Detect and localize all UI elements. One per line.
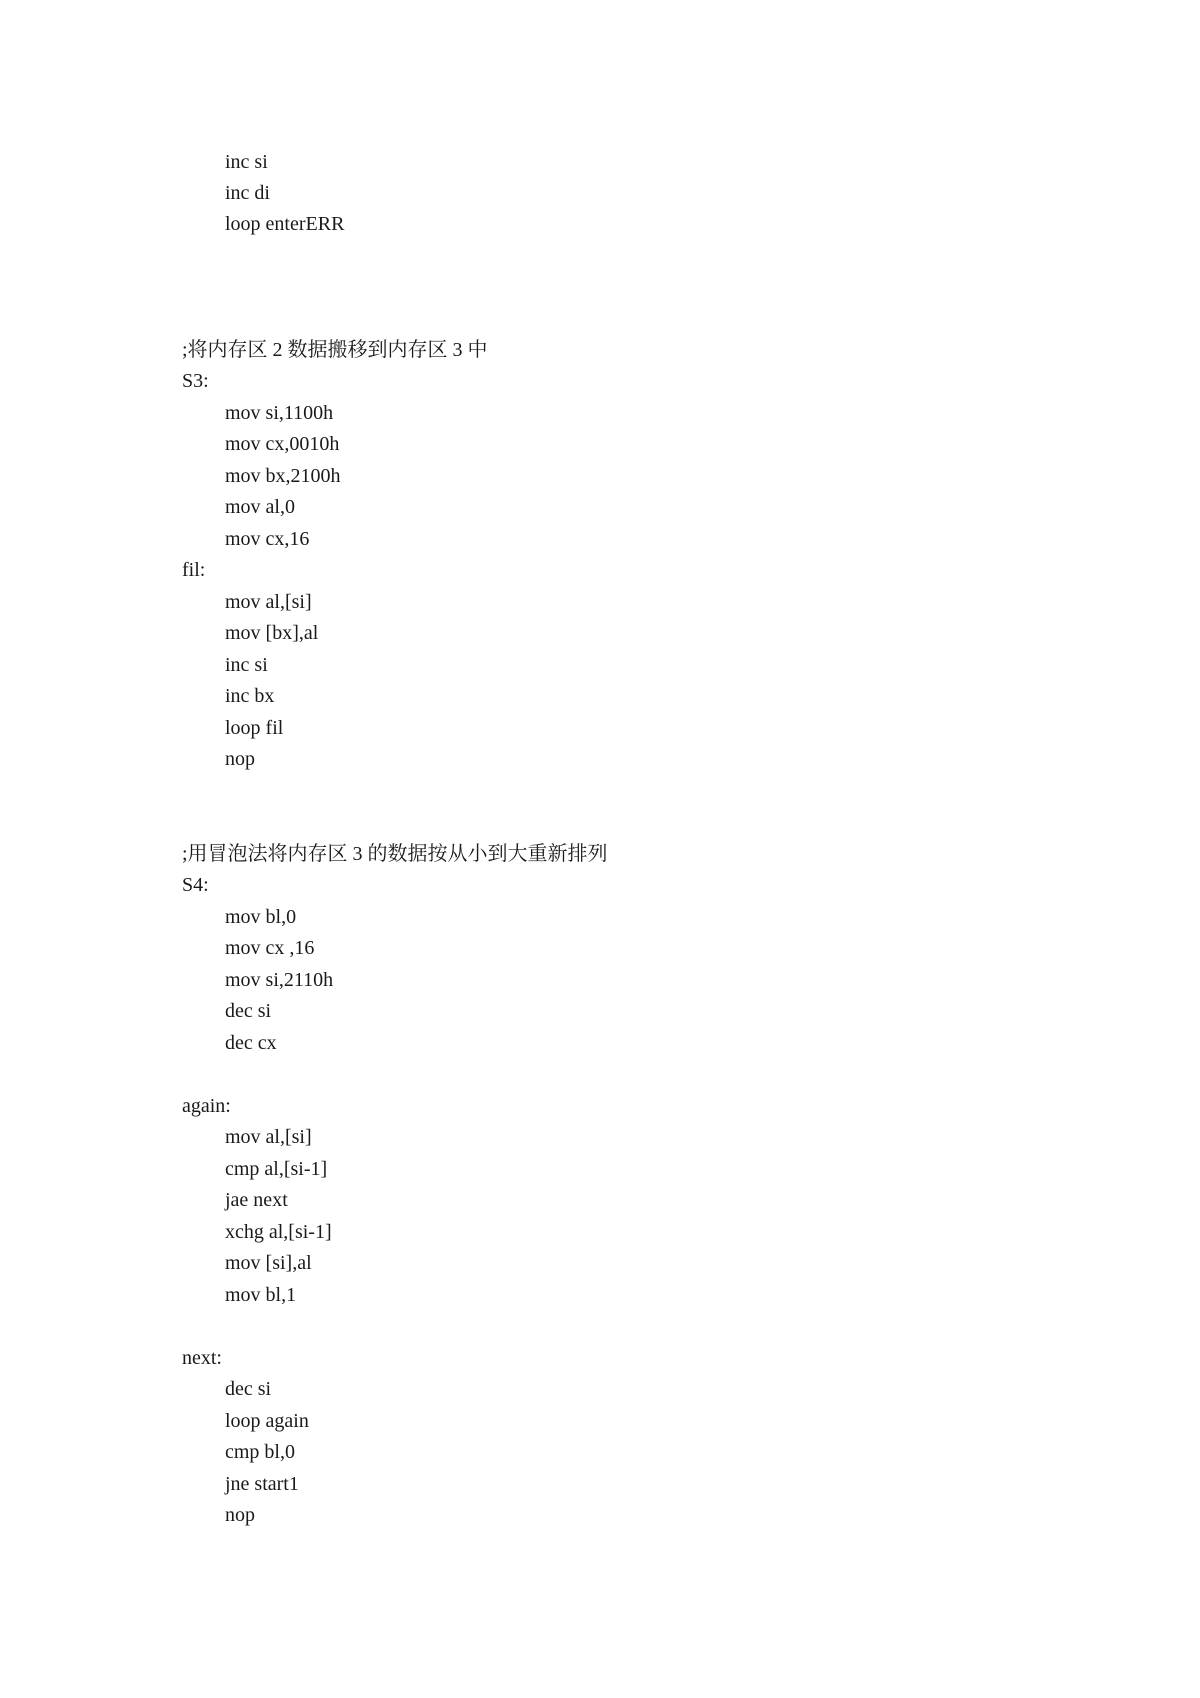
label-s3: S3: bbox=[182, 370, 209, 392]
label-again: again: bbox=[182, 1095, 231, 1117]
code-line: mov cx ,16 bbox=[225, 937, 315, 959]
code-line: jae next bbox=[225, 1189, 288, 1211]
code-line: inc di bbox=[225, 182, 270, 204]
code-line: inc bx bbox=[225, 685, 275, 707]
comment-line: ;将内存区 2 数据搬移到内存区 3 中 bbox=[182, 339, 488, 361]
code-line: mov si,2110h bbox=[225, 969, 334, 991]
label-s4: S4: bbox=[182, 874, 209, 896]
code-line: mov bl,1 bbox=[225, 1284, 297, 1306]
code-line: inc si bbox=[225, 654, 268, 676]
code-line: nop bbox=[225, 1504, 255, 1526]
code-line: mov al,[si] bbox=[225, 591, 312, 613]
code-line: mov si,1100h bbox=[225, 402, 334, 424]
code-line: cmp al,[si-1] bbox=[225, 1158, 328, 1180]
label-next: next: bbox=[182, 1347, 222, 1369]
code-line: cmp bl,0 bbox=[225, 1441, 295, 1463]
code-line: dec si bbox=[225, 1378, 272, 1400]
code-line: inc si bbox=[225, 151, 268, 173]
code-line: mov al,[si] bbox=[225, 1126, 312, 1148]
code-line: nop bbox=[225, 748, 255, 770]
code-line: loop fil bbox=[225, 717, 284, 739]
code-line: dec cx bbox=[225, 1032, 277, 1054]
comment-line: ;用冒泡法将内存区 3 的数据按从小到大重新排列 bbox=[182, 843, 608, 865]
code-line: mov [bx],al bbox=[225, 622, 319, 644]
code-line: mov bl,0 bbox=[225, 906, 297, 928]
code-line: mov al,0 bbox=[225, 496, 295, 518]
code-line: xchg al,[si-1] bbox=[225, 1221, 332, 1243]
code-line: mov cx,0010h bbox=[225, 433, 340, 455]
code-line: mov [si],al bbox=[225, 1252, 312, 1274]
code-line: jne start1 bbox=[225, 1473, 299, 1495]
code-line: mov bx,2100h bbox=[225, 465, 341, 487]
code-line: loop enterERR bbox=[225, 213, 345, 235]
label-fil: fil: bbox=[182, 559, 206, 581]
code-line: dec si bbox=[225, 1000, 272, 1022]
code-line: loop again bbox=[225, 1410, 309, 1432]
code-line: mov cx,16 bbox=[225, 528, 310, 550]
